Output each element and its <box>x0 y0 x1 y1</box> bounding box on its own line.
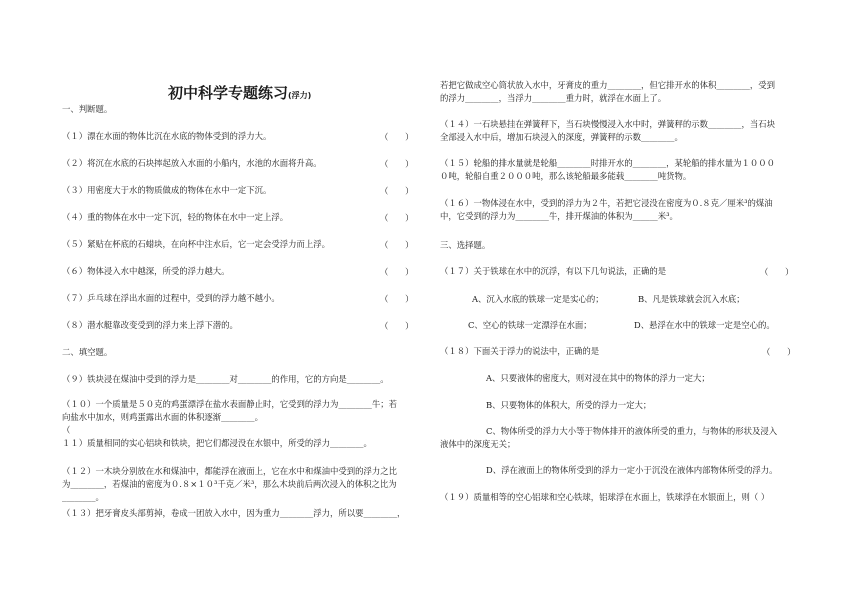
question-2: （２）将沉在水底的石块摔起放入水面的小船内，水池的水面将升高。 <box>62 158 322 168</box>
question-12-line-1: （１２）一木块分别放在水和煤油中，都能浮在液面上，它在水中和煤油中受到的浮力之比 <box>62 466 397 476</box>
question-18-option-c-line-1: C、物体所受的浮力大小等于物体排开的液体所受的重力，与物体的形状及浸入 <box>486 426 778 436</box>
question-18-option-c-line-2: 液体中的深度无关； <box>440 439 516 449</box>
question-18: （１８）下面关于浮力的说法中，正确的是 <box>440 346 600 356</box>
answer-paren-17: （ ） <box>760 267 794 277</box>
question-5: （５）紧贴在杯底的石蜡块，在向杯中注水后，它一定会受浮力而上浮。 <box>62 239 330 249</box>
question-14-line-1: （１４）一石块悬挂在弹簧秤下，当石块慢慢浸入水中时，弹簧秤的示数________，当石块 <box>440 119 775 129</box>
question-15-line-2: ０吨，轮船自重２０００吨，那么该轮船最多能载________吨货物。 <box>440 171 692 181</box>
question-12-line-2: 为________，若煤油的密度为０.８×１０³千克／米³，那么木块前后两次浸入的体积之比为 <box>62 479 397 489</box>
question-6: （６）物体浸入水中越深，所受的浮力越大。 <box>62 266 230 276</box>
page-title: 初中科学专题练习(浮力) <box>168 84 312 102</box>
question-18-option-a: A、只要液体的密度大，则对浸在其中的物体的浮力一定大； <box>486 373 710 383</box>
answer-paren-5: （ ） <box>380 240 414 250</box>
section-fill-heading: 二、填空题。 <box>62 347 113 357</box>
question-17-option-c: C、空心的铁球一定漂浮在水面； <box>468 320 592 330</box>
question-13-line-1: （１３）把牙膏皮头部剪掉，卷成一团放入水中，因为重力________浮力，所以要________， <box>62 508 406 518</box>
question-16-line-2: 中，它受到的浮力为________牛，排开煤油的体积为______米³。 <box>440 211 678 221</box>
answer-paren-8: （ ） <box>380 321 414 331</box>
question-18-option-d: D、浮在液面上的物体所受到的浮力一定小于沉没在液体内部物体所受的浮力。 <box>486 465 778 475</box>
question-4: （４）重的物体在水中一定下沉，轻的物体在水中一定上浮。 <box>62 212 289 222</box>
question-19: （１９）质量相等的空心铝球和空心铁球，铝球浮在水面上，铁球浮在水银面上，则（ ） <box>440 492 770 502</box>
section-choice-heading: 三、选择题。 <box>440 240 491 250</box>
question-9: （９）铁块浸在煤油中受到的浮力是________对________的作用，它的方向是________。 <box>62 374 389 384</box>
answer-paren-7: （ ） <box>380 294 414 304</box>
question-17: （１７）关于铁球在水中的沉浮，有以下几句说法，正确的是 <box>440 266 667 276</box>
question-3: （３）用密度大于水的物质做成的物体在水中一定下沉。 <box>62 185 272 195</box>
answer-paren-18: （ ） <box>762 347 796 357</box>
question-17-option-b: B、凡是铁球就会沉入水底； <box>638 294 745 304</box>
question-13-line-2: 若把它做成空心筒状放入水中，牙膏皮的重力________，但它排开水的体积________，受到 <box>440 80 775 90</box>
answer-paren-3: （ ） <box>380 186 414 196</box>
question-8: （８）潜水艇靠改变受到的浮力来上浮下潜的。 <box>62 320 238 330</box>
answer-paren-4: （ ） <box>380 213 414 223</box>
answer-paren-1: （ ） <box>380 132 414 142</box>
question-1: （１）漂在水面的物体比沉在水底的物体受到的浮力大。 <box>62 131 272 141</box>
question-16-line-1: （１６）一物体浸在水中，受到的浮力为２牛，若把它浸没在密度为０.８克／厘米³的煤油 <box>440 198 773 208</box>
question-18-option-b: B、只要物体的体积大，所受的浮力一定大； <box>486 400 652 410</box>
question-17-option-a: A、沉入水底的铁球一定是实心的； <box>472 294 604 304</box>
question-17-option-d: D、悬浮在水中的铁球一定是空心的。 <box>634 320 775 330</box>
question-11-line-2: １１）质量相同的实心铝块和铁块，把它们都浸没在水银中，所受的浮力________。 <box>62 438 372 448</box>
question-10-line-1: （１０）一个质量是５０克的鸡蛋漂浮在盐水表面静止时，它受到的浮力为________牛；若 <box>62 399 397 409</box>
question-7: （７）乒乓球在浮出水面的过程中，受到的浮力越不越小。 <box>62 293 280 303</box>
question-14-line-2: 全部浸入水中后，增加石块浸入的深度，弹簧秤的示数________。 <box>440 132 683 142</box>
question-11-line-1: （ <box>62 425 71 435</box>
section-judge-heading: 一、判断题。 <box>62 104 113 114</box>
question-15-line-1: （１５）轮船的排水量就是轮船________时排开水的________，某轮船的排水量为１０００ <box>440 158 775 168</box>
page-subtitle: (浮力) <box>288 91 312 100</box>
question-10-line-2: 向盐水中加水，则鸡蛋露出水面的体积逐渐________。 <box>62 412 263 422</box>
answer-paren-6: （ ） <box>380 267 414 277</box>
answer-paren-2: （ ） <box>380 159 414 169</box>
question-12-line-3: ________。 <box>62 492 104 502</box>
question-13-line-3: 的浮力________，当浮力________重力时，就浮在水面上了。 <box>440 93 667 103</box>
